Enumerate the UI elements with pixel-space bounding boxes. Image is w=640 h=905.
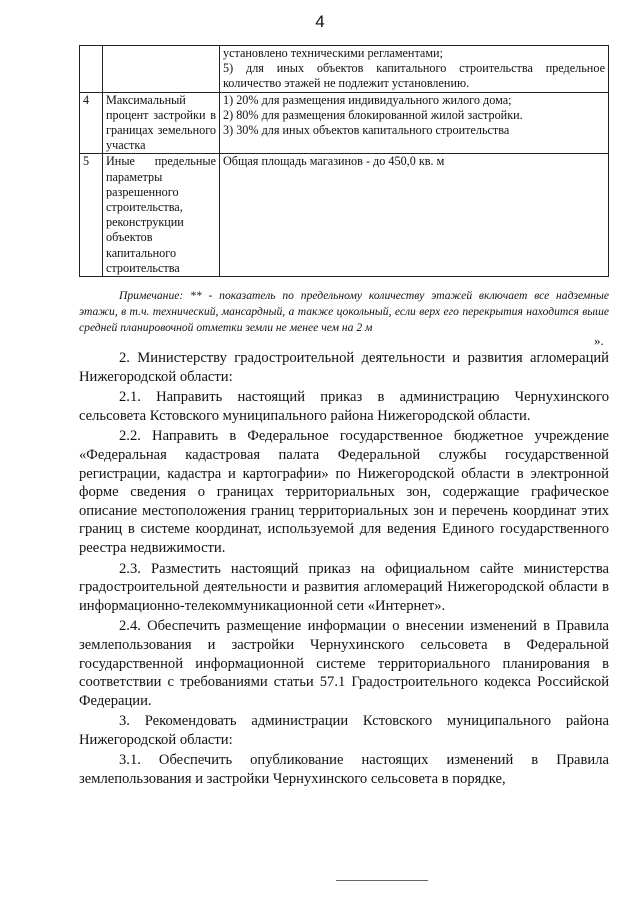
note-text: Примечание: ** - показатель по предельному количеству этажей включает все надземные этажи, в т.ч. технический, мансардный, а также цокольный, если верх его перекрытия находится выше средней планировочной отметки земли не менее чем на 2 м [79,289,609,334]
paragraph: 3. Рекомендовать администрации Кстовского муниципального района Нижегородской области: [79,713,609,748]
paragraph: 3.1. Обеспечить опубликование настоящих изменений в Правила землепользования и застройки Чернухинского сельсовета в порядке, [79,752,609,788]
closing-quote: ». [594,333,604,348]
footer-divider [336,880,428,881]
value-line: 3) 30% для иных объектов капитального строительства [223,123,510,138]
parameter-name-cell: Иные предельные параметры разрешенного строительства, реконструкции объектов капитального строительства [103,154,220,277]
page-number: 4 [315,12,325,31]
paragraph: 2.4. Обеспечить размещение информации о внесении изменений в Правила землепользования и застройки Чернухинского сельсовета в Федеральной государственной информационной системе территориального планирования в соответствии с требованиями статьи 57.1 Градостроительного кодекса Российской Федерации. [79,618,609,709]
regulations-table [79,45,609,277]
parameter-name-cell [103,46,220,93]
table-row [80,92,609,154]
value-line: Общая площадь магазинов - до 450,0 кв. м [223,154,445,169]
value-line: 5) для иных объектов капитального строительства предельное количество этажей не подлежит установлению. [223,61,605,91]
value-line: 1) 20% для размещения индивидуального жилого дома; [223,92,512,107]
table-row [80,154,609,277]
row-number-cell [80,46,103,93]
paragraph: 2.3. Разместить настоящий приказ на официальном сайте министерства градостроительной деятельности и развития агломераций Нижегородской области в информационно-телекоммуникационной сети «Интернет». [79,560,609,614]
row-number-cell: 4 [80,92,103,154]
paragraph: 2.1. Направить настоящий приказ в администрацию Чернухинского сельсовета Кстовского муниципального района Нижегородской области. [79,389,609,424]
paragraph: 2. Министерству градостроительной деятельности и развития агломераций Нижегородской области: [79,350,609,385]
parameter-value-cell [220,92,609,154]
parameter-name-cell: Максимальный процент застройки в границах земельного участка [103,92,220,154]
parameter-value-cell [220,46,609,93]
parameter-value-cell [220,154,609,277]
value-line: установлено техническими регламентами; [223,46,443,60]
row-number-cell: 5 [80,154,103,277]
order-body [79,349,609,791]
table-note [79,288,609,336]
paragraph: 2.2. Направить в Федеральное государственное бюджетное учреждение «Федеральная кадастровая палата Федеральной службы государственной регистрации, кадастра и картографии» по Нижегородской области в электронной форме сведения о границах территориальных зон, содержащие графическое описание местоположения границ территориальных зон и перечень координат этих границ в системе координат, используемой для ведения Единого государственного реестра недвижимости. [79,428,609,556]
value-line: 2) 80% для размещения блокированной жилой застройки. [223,107,523,122]
table-row [80,46,609,93]
